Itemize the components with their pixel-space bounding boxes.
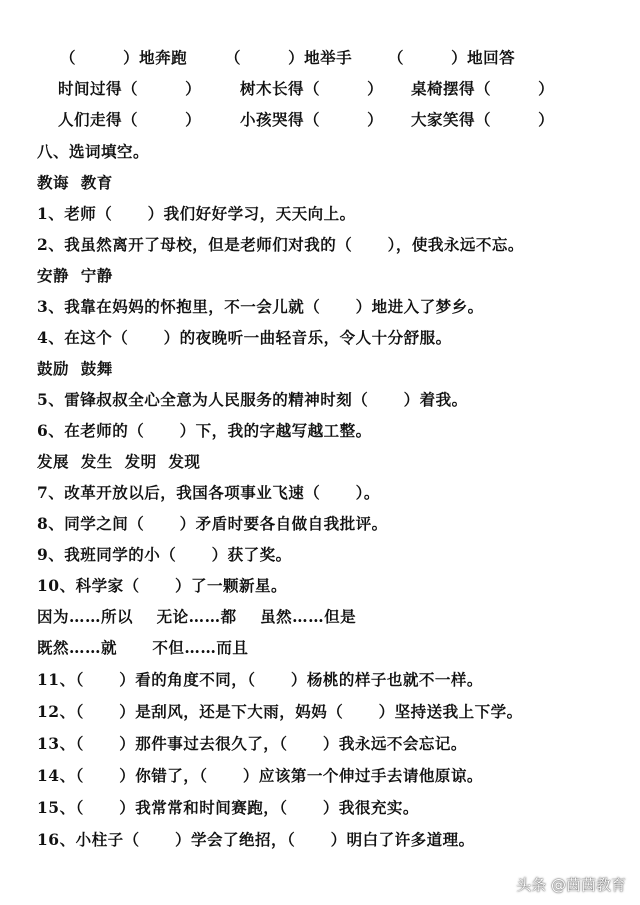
question-line: 13、（ ）那件事过去很久了，（ ）我永远不会忘记。 xyxy=(37,734,467,753)
question-line: 2、我虽然离开了母校，但是老师们对我的（ ），使我永远不忘。 xyxy=(37,235,524,254)
question-line: 12、（ ）是刮风，还是下大雨，妈妈（ ）坚持送我上下学。 xyxy=(37,702,523,721)
question-line: 8、同学之间（ ）矛盾时要各自做自我批评。 xyxy=(37,514,388,533)
question-line: 14、（ ）你错了，（ ）应该第一个伸过手去请他原谅。 xyxy=(37,766,483,785)
word-group: 教诲 教育 xyxy=(37,173,113,192)
question-line: 9、我班同学的小（ ）获了奖。 xyxy=(37,545,292,564)
grid-cell: 桌椅摆得（ ） xyxy=(411,79,555,98)
question-line: 15、（ ）我常常和时间赛跑，（ ）我很充实。 xyxy=(37,798,419,817)
grid-cell: （ ）地回答 xyxy=(388,48,516,67)
grid-cell: 大家笑得（ ） xyxy=(411,110,555,129)
question-line: 4、在这个（ ）的夜晚听一曲轻音乐，令人十分舒服。 xyxy=(37,328,452,347)
grid-cell: （ ）地举手 xyxy=(225,48,353,67)
question-line: 5、雷锋叔叔全心全意为人民服务的精神时刻（ ）着我。 xyxy=(37,390,468,409)
word-group: 发展 发生 发明 发现 xyxy=(37,452,201,471)
question-line: 11、（ ）看的角度不同，（ ）杨桃的样子也就不一样。 xyxy=(37,670,483,689)
watermark: 头条 @茵茵教育 xyxy=(516,876,626,894)
grid-cell: （ ）地奔跑 xyxy=(60,48,188,67)
grid-cell: 人们走得（ ） xyxy=(58,110,202,129)
question-line: 1、老师（ ）我们好好学习，天天向上。 xyxy=(37,204,356,223)
word-group: 既然……就 不但……而且 xyxy=(37,638,249,657)
question-line: 7、改革开放以后，我国各项事业飞速（ ）。 xyxy=(37,483,380,502)
question-line: 6、在老师的（ ）下，我的字越写越工整。 xyxy=(37,421,372,440)
word-group: 因为……所以 无论……都 虽然……但是 xyxy=(37,607,357,626)
question-line: 10、科学家（ ）了一颗新星。 xyxy=(37,576,287,595)
grid-cell: 树木长得（ ） xyxy=(240,79,384,98)
grid-cell: 小孩哭得（ ） xyxy=(240,110,384,129)
word-group: 鼓励 鼓舞 xyxy=(37,359,113,378)
grid-cell: 时间过得（ ） xyxy=(58,79,202,98)
word-group: 安静 宁静 xyxy=(37,266,113,285)
question-line: 16、小柱子（ ）学会了绝招，（ ）明白了许多道理。 xyxy=(37,830,475,849)
question-line: 3、我靠在妈妈的怀抱里，不一会儿就（ ）地进入了梦乡。 xyxy=(37,297,484,316)
section-title: 八、选词填空。 xyxy=(37,142,150,161)
